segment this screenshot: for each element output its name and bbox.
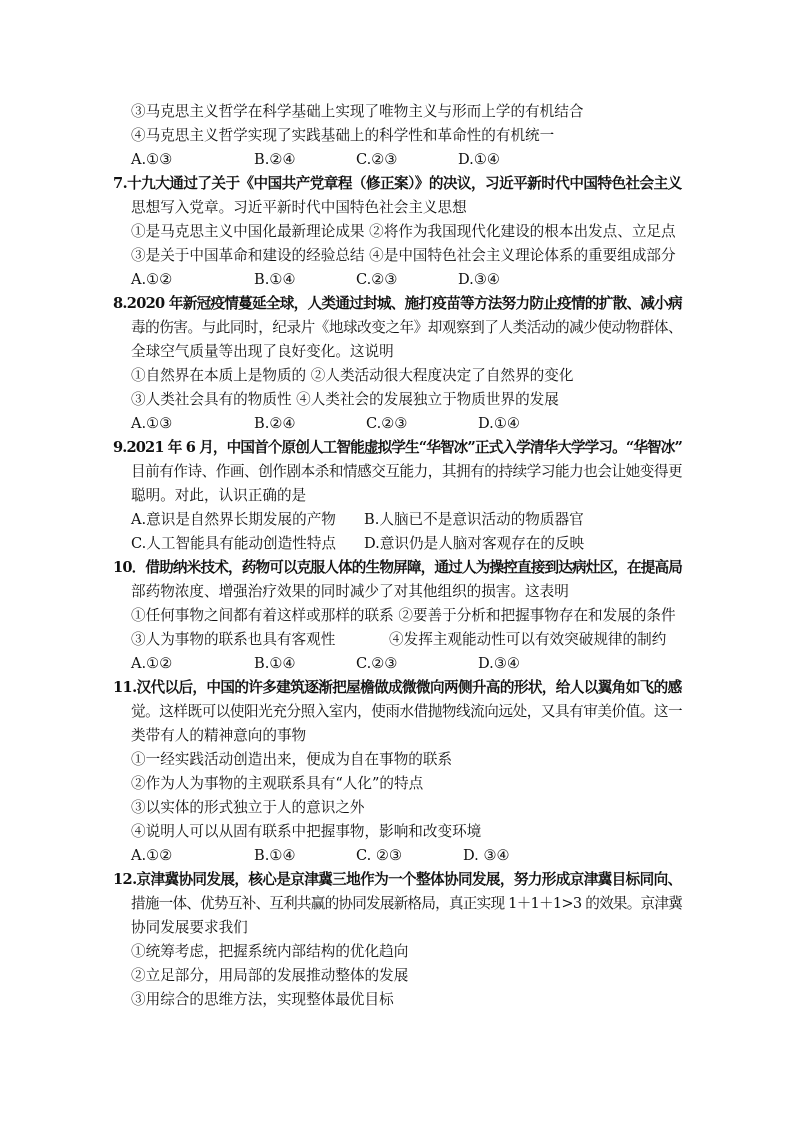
q9-option-c: C.人工智能具有能动创造性特点 xyxy=(131,535,337,552)
q11-statement-1: ①一经实践活动创造出来，便成为自在事物的联系 xyxy=(131,751,453,768)
q11-stem-line-2: 觉。这样既可以使阳光充分照入室内，使雨水借抛物线流向远处，又具有审美价值。这一 xyxy=(131,703,683,720)
q7-option-a: A.①② xyxy=(131,271,173,288)
q6-statement-4: ④马克思主义哲学实现了实践基础上的科学性和革命性的有机统一 xyxy=(131,127,555,144)
q10-statement-4: ④发挥主观能动性可以有效突破规律的制约 xyxy=(389,631,667,648)
q9-stem-line-3: 聪明。对此，认识正确的是 xyxy=(131,487,307,504)
q7-stem-line-2: 思想写入党章。习近平新时代中国特色社会主义思想 xyxy=(131,199,467,216)
q9-option-d: D.意识仍是人脑对客观存在的反映 xyxy=(364,535,585,552)
q9-stem-line-1: 9.2021 年 6 月，中国首个原创人工智能虚拟学生“华智冰”正式入学清华大学学习。“华智冰” xyxy=(113,439,683,456)
q8-option-d: D.①④ xyxy=(478,415,520,432)
q10-statement-3: ③人为事物的联系也具有客观性 xyxy=(131,631,336,648)
q12-stem-line-1: 12.京津冀协同发展，核心是京津冀三地作为一个整体协同发展，努力形成京津冀目标同向、 xyxy=(113,871,682,888)
q6-option-b: B.②④ xyxy=(254,151,296,168)
q11-option-a: A.①② xyxy=(131,847,173,864)
q6-statement-3: ③马克思主义哲学在科学基础上实现了唯物主义与形而上学的有机结合 xyxy=(131,103,584,120)
q10-option-b: B.①④ xyxy=(254,655,296,672)
q10-stem-line-1: 10．借助纳米技术，药物可以克服人体的生物屏障，通过人为操控直接到达病灶区，在提高局 xyxy=(113,559,683,576)
q10-option-a: A.①② xyxy=(131,655,173,672)
q7-option-c: C.②③ xyxy=(356,271,398,288)
q12-statement-2: ②立足部分，用局部的发展推动整体的发展 xyxy=(131,967,409,984)
q10-statements-1-2: ①任何事物之间都有着这样或那样的联系 ②要善于分析和把握事物存在和发展的条件 xyxy=(131,607,676,624)
q11-statement-2: ②作为人为事物的主观联系具有“人化”的特点 xyxy=(131,775,424,792)
q11-statement-3: ③以实体的形式独立于人的意识之外 xyxy=(131,799,365,816)
q7-stem-line-1: 7.十九大通过了关于《中国共产党章程（修正案）》的决议，习近平新时代中国特色社会主义 xyxy=(113,175,682,192)
q6-option-d: D.①④ xyxy=(458,151,500,168)
q7-statements-1-2: ①是马克思主义中国化最新理论成果 ②将作为我国现代化建设的根本出发点、立足点 xyxy=(131,223,676,240)
q6-option-a: A.①③ xyxy=(131,151,173,168)
q8-option-c: C.②③ xyxy=(366,415,408,432)
q8-stem-line-3: 全球空气质量等出现了良好变化。这说明 xyxy=(131,343,394,360)
q11-statement-4: ④说明人可以从固有联系中把握事物，影响和改变环境 xyxy=(131,823,482,840)
q10-option-d: D.③④ xyxy=(478,655,520,672)
q9-stem-line-2: 目前有作诗、作画、创作剧本杀和情感交互能力，其拥有的持续学习能力也会让她变得更 xyxy=(131,463,683,480)
q8-statements-3-4: ③人类社会具有的物质性 ④人类社会的发展独立于物质世界的发展 xyxy=(131,391,559,408)
q12-statement-3: ③用综合的思维方法，实现整体最优目标 xyxy=(131,991,394,1008)
q10-stem-line-2: 部药物浓度、增强治疗效果的同时减少了对其他组织的损害。这表明 xyxy=(131,583,569,600)
q11-stem-line-3: 类带有人的精神意向的事物 xyxy=(131,727,307,744)
q8-option-b: B.②④ xyxy=(254,415,296,432)
q12-statement-1: ①统筹考虑，把握系统内部结构的优化趋向 xyxy=(131,943,409,960)
q11-option-d: D. ③④ xyxy=(463,847,510,864)
q7-option-d: D.③④ xyxy=(458,271,500,288)
q8-statements-1-2: ①自然界在本质上是物质的 ②人类活动很大程度决定了自然界的变化 xyxy=(131,367,574,384)
q8-stem-line-1: 8.2020 年新冠疫情蔓延全球，人类通过封城、施打疫苗等方法努力防止疫情的扩散、减小病 xyxy=(113,295,682,312)
q11-option-c: C. ②③ xyxy=(356,847,403,864)
q8-option-a: A.①③ xyxy=(131,415,173,432)
q12-stem-line-3: 协同发展要求我们 xyxy=(131,919,248,936)
q10-option-c: C.②③ xyxy=(356,655,398,672)
q7-option-b: B.①④ xyxy=(254,271,296,288)
q8-stem-line-2: 毒的伤害。与此同时，纪录片《地球改变之年》却观察到了人类活动的减少使动物群体、 xyxy=(131,319,683,336)
q11-option-b: B.①④ xyxy=(254,847,296,864)
q7-statements-3-4: ③是关于中国革命和建设的经验总结 ④是中国特色社会主义理论体系的重要组成部分 xyxy=(131,247,676,264)
q12-stem-line-2: 措施一体、优势互补、互利共赢的协同发展新格局，真正实现 1＋1＋1>3 的效果。京津冀 xyxy=(131,895,683,912)
q11-stem-line-1: 11.汉代以后，中国的许多建筑逐渐把屋檐做成微微向两侧升高的形状，给人以翼角如飞的感 xyxy=(113,679,682,696)
q9-option-b: B.人脑已不是意识活动的物质器官 xyxy=(364,511,584,528)
q6-option-c: C.②③ xyxy=(356,151,398,168)
q9-option-a: A.意识是自然界长期发展的产物 xyxy=(131,511,336,528)
